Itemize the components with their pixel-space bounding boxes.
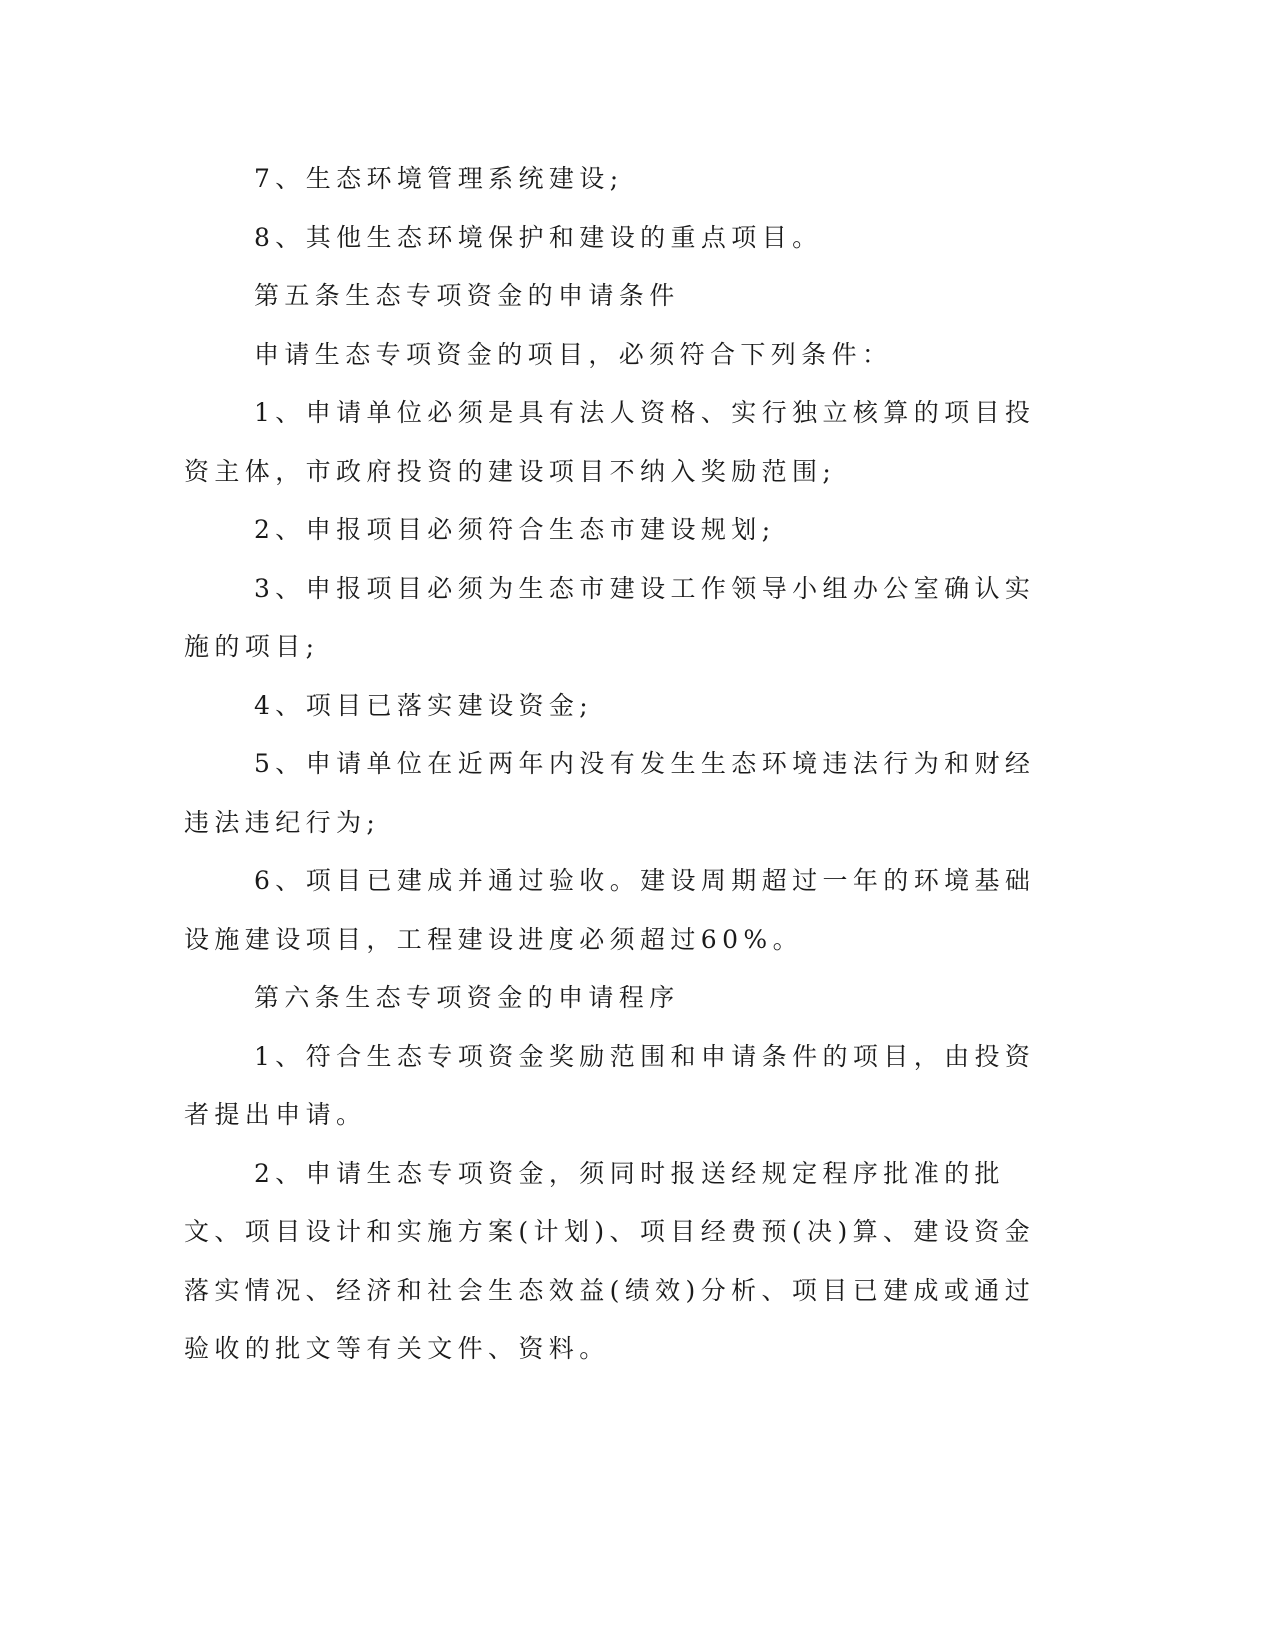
paragraph-item-7: 7、生态环境管理系统建设; (254, 164, 624, 193)
procedure-item-2: 2、申请生态专项资金，须同时报送经规定程序批准的批文、项目设计和实施方案(计划)、项目经费预(决)算、建设资金落实情况、经济和社会生态效益(绩效)分析、项目已建成或通过验收的批文等有关文件、资料。 (184, 1158, 1036, 1363)
document-body (184, 150, 1044, 1379)
paragraph-item-8: 8、其他生态环境保护和建设的重点项目。 (254, 222, 823, 252)
section-heading-article-5: 第五条生态专项资金的申请条件 (254, 281, 680, 310)
section-heading-article-6: 第六条生态专项资金的申请程序 (254, 983, 680, 1012)
condition-item-6: 6、项目已建成并通过验收。建设周期超过一年的环境基础设施建设项目，工程建设进度必须超过60%。 (184, 866, 1036, 954)
condition-item-5: 5、申请单位在近两年内没有发生生态环境违法行为和财经违法违纪行为; (184, 749, 1036, 837)
condition-item-1: 1、申请单位必须是具有法人资格、实行独立核算的项目投资主体，市政府投资的建设项目不纳入奖励范围; (184, 398, 1036, 486)
procedure-item-1: 1、符合生态专项资金奖励范围和申请条件的项目，由投资者提出申请。 (184, 1041, 1036, 1129)
paragraph-conditions-intro: 申请生态专项资金的项目，必须符合下列条件： (254, 339, 893, 369)
condition-item-4: 4、项目已落实建设资金; (254, 690, 594, 720)
condition-item-2: 2、申报项目必须符合生态市建设规划; (254, 515, 776, 544)
condition-item-3: 3、申报项目必须为生态市建设工作领导小组办公室确认实施的项目; (184, 573, 1036, 661)
